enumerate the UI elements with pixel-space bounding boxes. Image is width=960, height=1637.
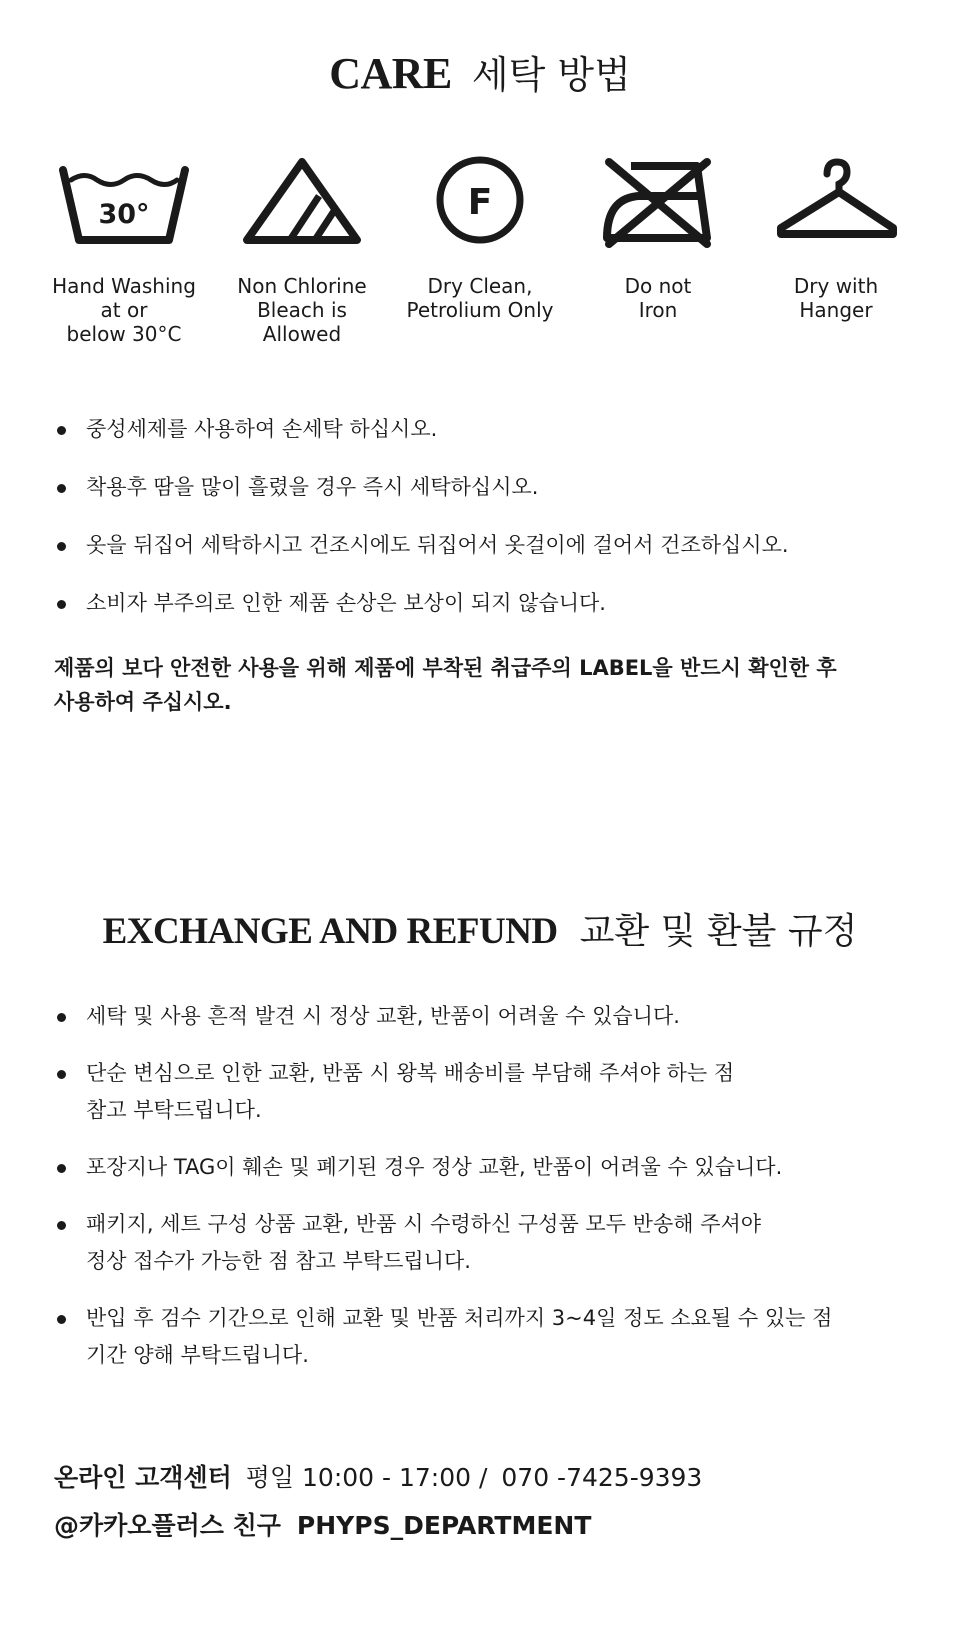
customer-center-label: 온라인 고객센터 <box>54 1463 232 1492</box>
refund-policy-list <box>54 998 914 1394</box>
refund-policy-text: 반입 후 검수 기간으로 인해 교환 및 반품 처리까지 3~4일 정도 소요될 수 있는 점 기간 양해 부탁드립니다. <box>86 1306 833 1367</box>
care-instruction-text: 소비자 부주의로 인한 제품 손상은 보상이 되지 않습니다. <box>86 591 606 615</box>
refund-policy-item <box>54 1206 914 1280</box>
refund-policy-item <box>54 1055 914 1129</box>
bullet-icon <box>57 484 66 493</box>
refund-policy-text: 세탁 및 사용 흔적 발견 시 정상 교환, 반품이 어려울 수 있습니다. <box>86 1004 680 1028</box>
care-section-title <box>0 44 960 99</box>
refund-title-en: EXCHANGE AND REFUND <box>102 911 558 952</box>
refund-policy-text: 포장지나 TAG이 훼손 및 폐기된 경우 정상 교환, 반품이 어려울 수 있습니다. <box>86 1155 783 1179</box>
kakao-label: @카카오플러스 친구 <box>54 1511 281 1540</box>
refund-section-title <box>0 903 960 954</box>
bullet-icon <box>57 542 66 551</box>
phone-number[interactable]: 070 -7425-9393 <box>501 1463 703 1492</box>
care-label-no-iron: Do not Iron <box>624 274 692 322</box>
dry-clean-f-icon <box>415 156 545 266</box>
care-label-dry-clean: Dry Clean, Petrolium Only <box>406 274 554 322</box>
care-instruction-text: 중성세제를 사용하여 손세탁 하십시오. <box>86 417 438 441</box>
hand-wash-30-icon <box>59 156 189 266</box>
bullet-icon <box>57 1070 66 1079</box>
bullet-icon <box>57 600 66 609</box>
kakao-friend-line <box>54 1510 591 1542</box>
care-instructions-list <box>54 411 914 643</box>
care-instruction-item <box>54 469 914 506</box>
bullet-icon <box>57 1315 66 1324</box>
dry-clean-letter: F <box>467 182 493 223</box>
refund-policy-text: 단순 변심으로 인한 교환, 반품 시 왕복 배송비를 부담해 주셔야 하는 점 참고 부탁드립니다. <box>86 1061 735 1122</box>
care-instruction-text: 착용후 땀을 많이 흘렸을 경우 즉시 세탁하십시오. <box>86 475 539 499</box>
refund-title-ko: 교환 및 환불 규정 <box>579 911 858 952</box>
care-title-ko: 세탁 방법 <box>471 53 631 97</box>
refund-policy-text: 패키지, 세트 구성 상품 교환, 반품 시 수령하신 구성품 모두 반송해 주셔야 정상 접수가 가능한 점 참고 부탁드립니다. <box>86 1212 762 1273</box>
refund-policy-item <box>54 1300 914 1374</box>
care-symbol-dry-clean <box>391 156 569 346</box>
hanger-icon <box>771 156 901 266</box>
kakao-id[interactable]: PHYPS_DEPARTMENT <box>296 1511 592 1540</box>
do-not-iron-icon <box>593 156 723 266</box>
refund-policy-item <box>54 1149 914 1186</box>
bullet-icon <box>57 1164 66 1173</box>
non-chlorine-bleach-icon <box>237 156 367 266</box>
bullet-icon <box>57 426 66 435</box>
refund-policy-item <box>54 998 914 1035</box>
care-label-bleach: Non Chlorine Bleach is Allowed <box>237 274 367 346</box>
care-title-en: CARE <box>329 49 452 98</box>
customer-center-line <box>54 1462 702 1494</box>
care-instruction-item <box>54 411 914 448</box>
wash-temperature-text: 30° <box>98 199 150 230</box>
care-symbol-no-iron <box>569 156 747 346</box>
care-instruction-item <box>54 585 914 622</box>
business-hours: 평일 10:00 - 17:00 / <box>245 1463 488 1492</box>
care-symbol-bleach <box>213 156 391 346</box>
care-symbols <box>35 156 925 346</box>
bullet-icon <box>57 1221 66 1230</box>
care-label-hand-wash: Hand Washing at or below 30°C <box>52 274 196 346</box>
care-instruction-item <box>54 527 914 564</box>
care-instruction-text: 옷을 뒤집어 세탁하시고 건조시에도 뒤집어서 옷걸이에 걸어서 건조하십시오. <box>86 533 789 557</box>
care-symbol-hanger <box>747 156 925 346</box>
bullet-icon <box>57 1013 66 1022</box>
care-symbol-hand-wash <box>35 156 213 346</box>
care-label-hanger: Dry with Hanger <box>793 274 879 322</box>
care-notice: 제품의 보다 안전한 사용을 위해 제품에 부착된 취급주의 LABEL을 반드시 확인한 후 사용하여 주십시오. <box>54 656 837 714</box>
